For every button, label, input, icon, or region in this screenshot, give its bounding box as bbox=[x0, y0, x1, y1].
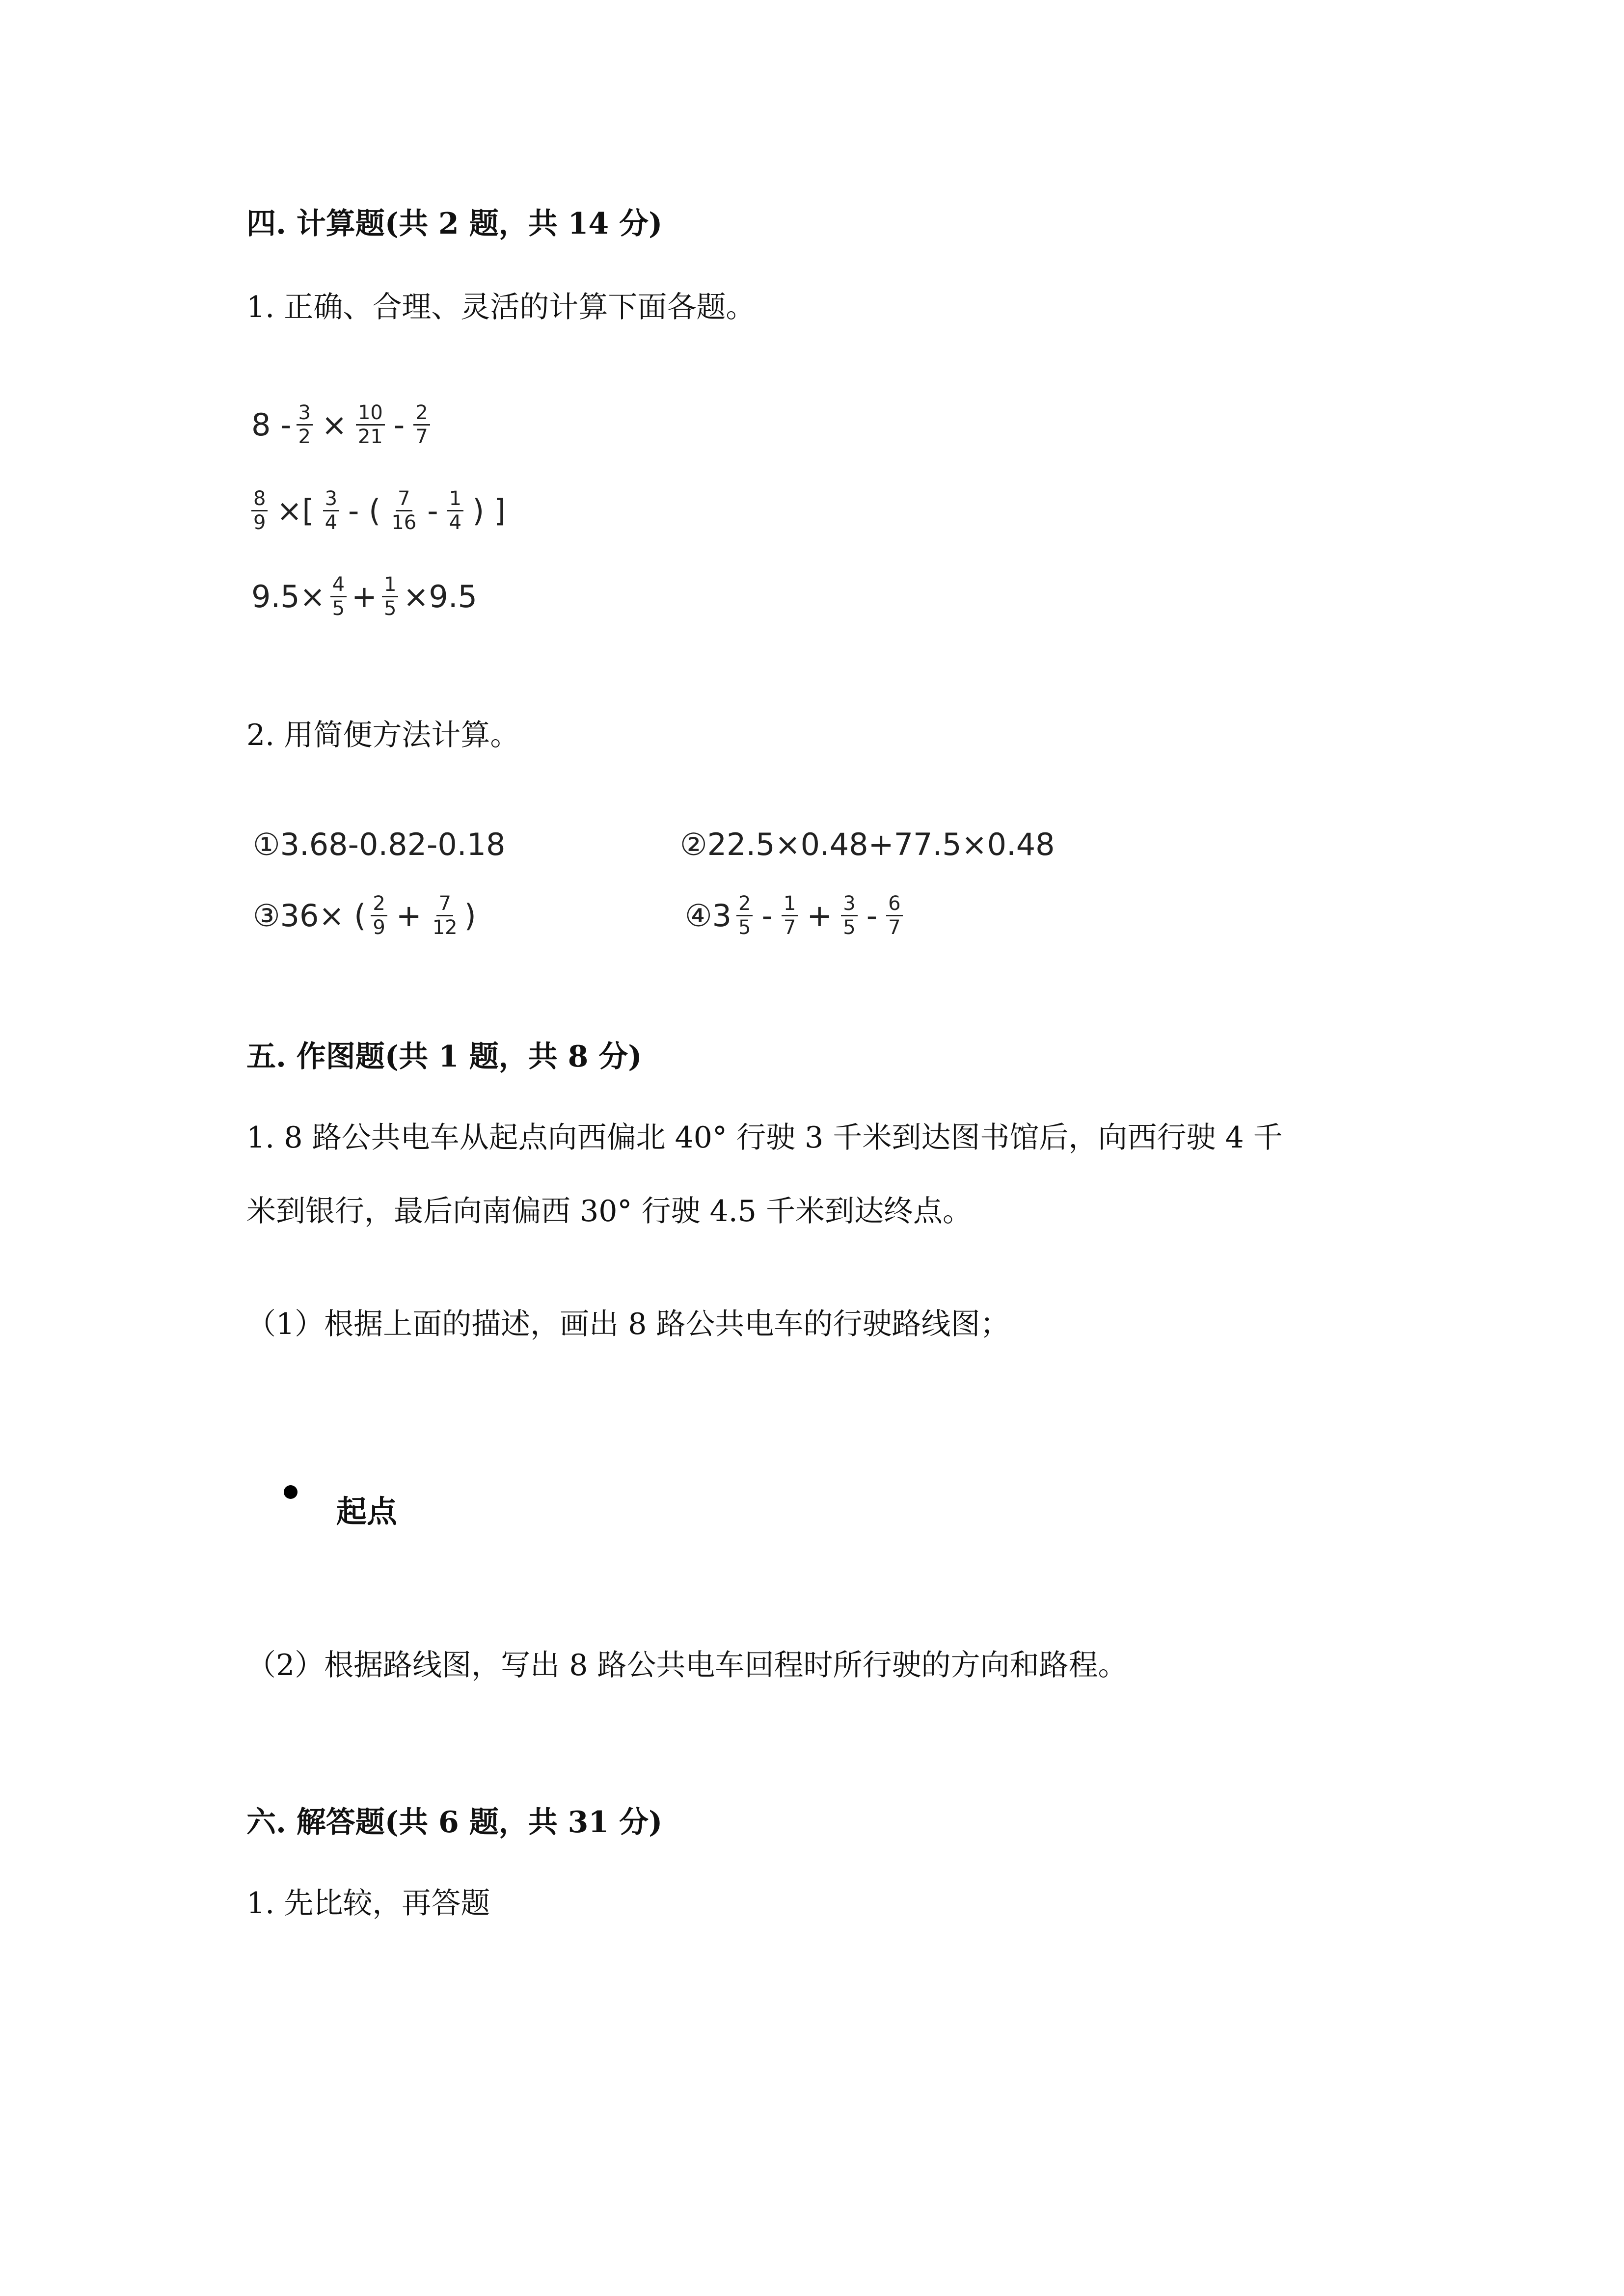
operator: - bbox=[761, 897, 773, 934]
operator: - bbox=[866, 897, 878, 934]
operator: × bbox=[321, 406, 347, 443]
expression-3 bbox=[251, 564, 477, 628]
expr3-term: 9.5× bbox=[251, 578, 325, 614]
section6-title: 六. 解答题(共 6 题，共 31 分) bbox=[246, 1805, 663, 1840]
expression-2 bbox=[251, 479, 510, 542]
fraction: $\frac{7}{12}$ bbox=[432, 892, 458, 939]
sub-question-2: （2）根据路线图，写出 8 路公共电车回程时所行驶的方向和路程。 bbox=[246, 1648, 1128, 1682]
q1-text: 1. 正确、合理、灵活的计算下面各题。 bbox=[246, 290, 756, 324]
fraction: $\frac{1}{7}$ bbox=[782, 893, 798, 938]
operator: ) ] bbox=[472, 492, 506, 529]
fraction: $\frac{1}{4}$ bbox=[447, 488, 463, 533]
simplify-expression-1: ①3.68-0.82-0.18 bbox=[253, 827, 506, 862]
expr3-term: ×9.5 bbox=[403, 578, 477, 614]
fraction: $\frac{3}{5}$ bbox=[841, 893, 857, 938]
fraction: $\frac{6}{7}$ bbox=[886, 893, 902, 938]
simplify-expression-2: ②22.5×0.48+77.5×0.48 bbox=[680, 827, 1055, 862]
fraction: $\frac{3}{4}$ bbox=[323, 488, 339, 533]
fraction: $\frac{1}{5}$ bbox=[382, 574, 398, 619]
operator: - bbox=[393, 406, 405, 443]
fraction: $\frac{10}{21}$ bbox=[356, 402, 385, 447]
q-route-line-1: 1. 8 路公共电车从起点向西偏北 40° 行驶 3 千米到达图书馆后，向西行驶 4 千 bbox=[246, 1121, 1283, 1155]
operator: + bbox=[352, 578, 377, 614]
operator: - bbox=[427, 492, 438, 529]
fraction: $\frac{2}{9}$ bbox=[371, 893, 387, 938]
expr1-term: 8 - bbox=[251, 406, 292, 443]
section4-title: 四. 计算题(共 2 题，共 14 分) bbox=[246, 207, 663, 241]
operator: - ( bbox=[348, 492, 381, 529]
start-point-dot bbox=[284, 1485, 298, 1499]
expression-1 bbox=[251, 393, 435, 456]
fraction: $\frac{2}{7}$ bbox=[413, 402, 430, 447]
operator: + bbox=[807, 897, 833, 934]
simplify-expression-3 bbox=[253, 883, 476, 947]
q2-text: 2. 用简便方法计算。 bbox=[246, 718, 520, 752]
section6-q1: 1. 先比较，再答题 bbox=[246, 1886, 490, 1921]
operator: ×[ bbox=[276, 492, 314, 529]
operator: + bbox=[396, 897, 422, 934]
expr-term: ③36× ( bbox=[253, 897, 366, 934]
q-route-line-2: 米到银行，最后向南偏西 30° 行驶 4.5 千米到达终点。 bbox=[246, 1194, 973, 1228]
fraction: $\frac{7}{16}$ bbox=[391, 487, 417, 534]
simplify-expression-4 bbox=[685, 883, 908, 947]
fraction: $\frac{2}{5}$ bbox=[736, 893, 753, 938]
section5-title: 五. 作图题(共 1 题，共 8 分) bbox=[246, 1040, 642, 1074]
fraction: $\frac{8}{9}$ bbox=[251, 488, 268, 533]
sub-question-1: （1）根据上面的描述，画出 8 路公共电车的行驶路线图； bbox=[246, 1307, 1010, 1341]
fraction: $\frac{4}{5}$ bbox=[330, 574, 347, 619]
expr-term: ④3 bbox=[685, 897, 732, 934]
start-point-label: 起点 bbox=[336, 1494, 398, 1529]
operator: ) bbox=[464, 897, 476, 934]
fraction: $\frac{3}{2}$ bbox=[297, 402, 313, 447]
